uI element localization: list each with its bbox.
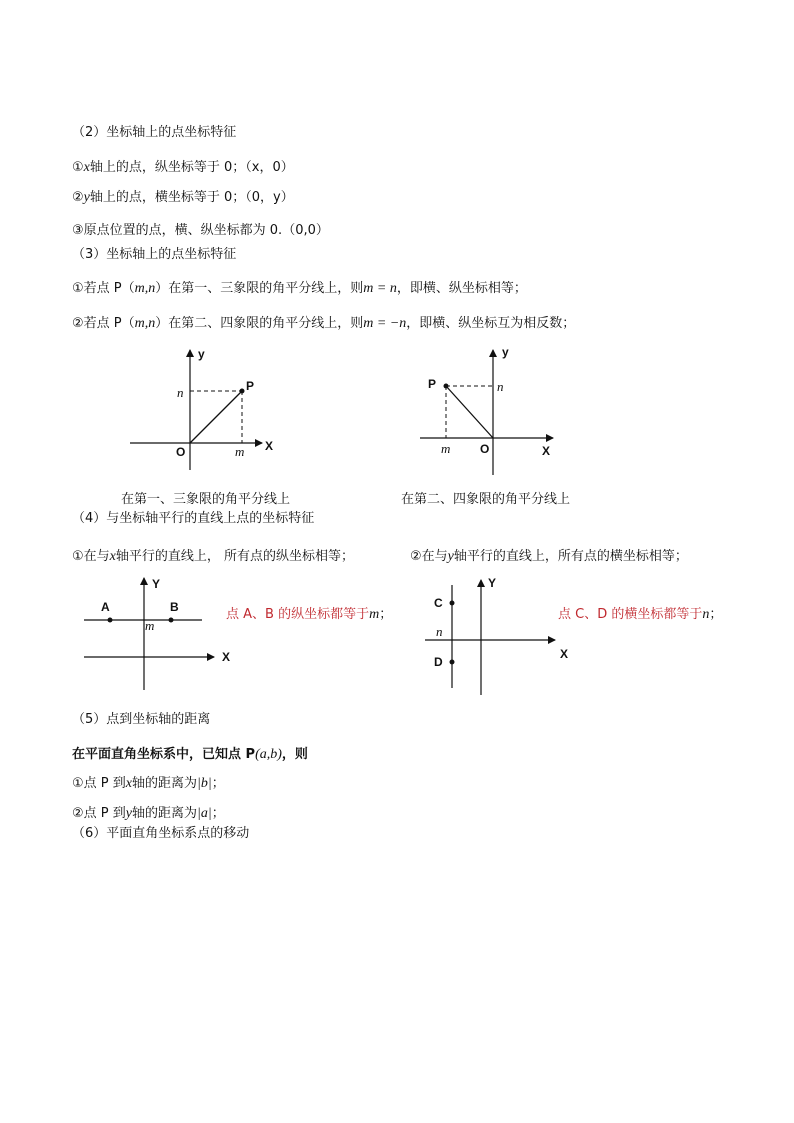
section2-heading: （2）坐标轴上的点坐标特征	[72, 125, 237, 140]
section5-intro: 在平面直角坐标系中，已知点 P(a,b)，则	[72, 747, 308, 762]
x-label: X	[560, 647, 569, 661]
section2-item1: ①x轴上的点，纵坐标等于 0；（x，0）	[72, 160, 294, 175]
section4-left-statement: ①在与x轴平行的直线上， 所有点的纵坐标相等；	[72, 549, 355, 564]
y-label: y	[502, 345, 509, 359]
p-label: P	[246, 379, 255, 393]
m-label: m	[441, 441, 451, 456]
section5-item1: ①点 P 到x轴的距离为|b|；	[72, 776, 225, 791]
x-label: X	[542, 444, 551, 458]
c-label: C	[434, 596, 443, 610]
y-label: Y	[152, 577, 161, 591]
d-label: D	[434, 655, 443, 669]
y-label: Y	[488, 576, 497, 590]
y-label: y	[198, 347, 205, 361]
x-label: X	[265, 439, 274, 453]
x-label: X	[222, 650, 231, 664]
figure1-caption: 在第一、三象限的角平分线上	[121, 492, 291, 507]
n-label: n	[177, 385, 184, 400]
figure2-caption: 在第二、四象限的角平分线上	[401, 492, 571, 507]
n-label: n	[436, 624, 443, 639]
section5-heading: （5）点到坐标轴的距离	[72, 712, 211, 727]
m-label: m	[145, 618, 155, 633]
m-label: m	[235, 444, 245, 459]
p-label: P	[428, 377, 437, 391]
section3-item2: ②若点 P（m,n）在第二、四象限的角平分线上，则m = −n，即横、纵坐标互为相反数；	[72, 316, 576, 331]
a-label: A	[101, 600, 110, 614]
section3-heading: （3）坐标轴上的点坐标特征	[72, 247, 237, 262]
fig3-note: 点 A、B 的纵坐标都等于m；	[226, 607, 393, 622]
point-c	[450, 601, 455, 606]
section4-heading: （4）与坐标轴平行的直线上点的坐标特征	[72, 511, 315, 526]
section5-item2: ②点 P 到y轴的距离为|a|；	[72, 806, 225, 821]
b-label: B	[170, 600, 179, 614]
section3-item1: ①若点 P（m,n）在第一、三象限的角平分线上，则m = n，即横、纵坐标相等；	[72, 281, 527, 296]
origin-label: O	[176, 445, 186, 459]
point-d	[450, 660, 455, 665]
section2-item3: ③原点位置的点，横、纵坐标都为 0.（0,0）	[72, 223, 329, 238]
fig4-note: 点 C、D 的横坐标都等于n；	[558, 607, 723, 622]
n-label: n	[497, 379, 504, 394]
origin-label: O	[480, 442, 490, 456]
section2-item2: ②y轴上的点，横坐标等于 0；（0，y）	[72, 190, 294, 205]
section4-right-statement: ②在与y轴平行的直线上，所有点的横坐标相等；	[410, 549, 688, 564]
section6-heading: （6）平面直角坐标系点的移动	[72, 826, 250, 841]
